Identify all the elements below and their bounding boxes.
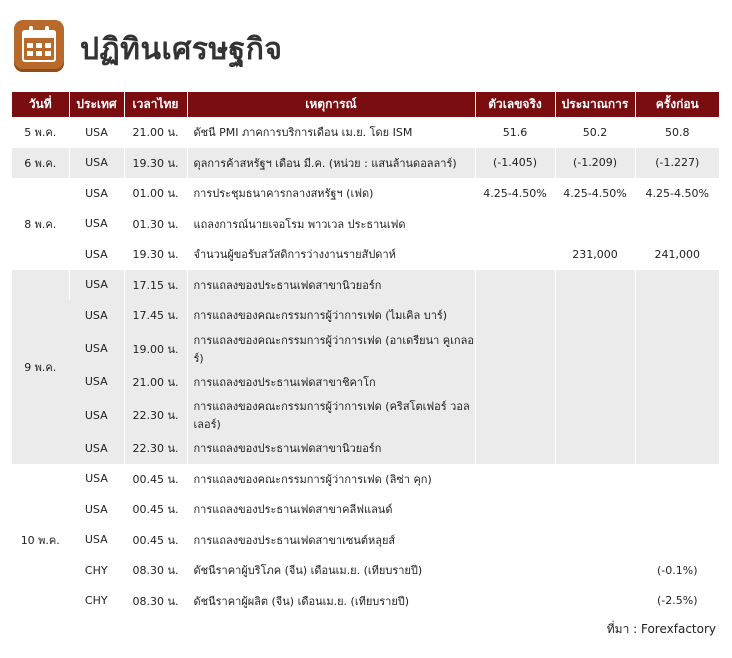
time-cell: 17.45 น.	[124, 300, 187, 331]
time-cell: 21.00 น.	[124, 117, 187, 148]
table-row	[12, 209, 719, 240]
table-row	[12, 331, 719, 367]
table-row	[12, 178, 719, 209]
table-body	[12, 117, 719, 616]
previous-cell	[635, 209, 719, 240]
time-cell: 21.00 น.	[124, 367, 187, 398]
event-cell: การประชุมธนาคารกลางสหรัฐฯ (เฟด)	[187, 178, 475, 209]
event-cell: การแถลงของประธานเฟดสาขานิวยอร์ก	[187, 433, 475, 464]
table-row	[12, 586, 719, 617]
event-cell: การแถลงของประธานเฟดสาขาคลีฟแลนด์	[187, 494, 475, 525]
forecast-cell	[555, 397, 635, 433]
country-cell: USA	[69, 148, 124, 179]
table-row	[12, 433, 719, 464]
event-cell: การแถลงของประธานเฟดสาขาชิคาโก	[187, 367, 475, 398]
actual-cell	[475, 555, 555, 586]
time-cell: 00.45 น.	[124, 494, 187, 525]
country-cell: USA	[69, 300, 124, 331]
column-header-time: เวลาไทย	[124, 92, 187, 117]
forecast-cell	[555, 433, 635, 464]
country-cell: USA	[69, 270, 124, 301]
date-cell: 10 พ.ค.	[12, 464, 69, 617]
actual-cell	[475, 494, 555, 525]
forecast-cell	[555, 586, 635, 617]
table-row	[12, 464, 719, 495]
actual-cell	[475, 464, 555, 495]
page-header	[14, 20, 714, 74]
previous-cell: (-2.5%)	[635, 586, 719, 617]
table-row	[12, 239, 719, 270]
time-cell: 17.15 น.	[124, 270, 187, 301]
forecast-cell: 50.2	[555, 117, 635, 148]
previous-cell: (-1.227)	[635, 148, 719, 179]
actual-cell: 4.25-4.50%	[475, 178, 555, 209]
actual-cell	[475, 331, 555, 367]
table-row	[12, 300, 719, 331]
actual-cell	[475, 239, 555, 270]
previous-cell: 50.8	[635, 117, 719, 148]
previous-cell	[635, 525, 719, 556]
country-cell: USA	[69, 178, 124, 209]
forecast-cell	[555, 300, 635, 331]
forecast-cell	[555, 464, 635, 495]
event-cell: จำนวนผู้ขอรับสวัสดิการว่างงานรายสัปดาห์	[187, 239, 475, 270]
time-cell: 22.30 น.	[124, 433, 187, 464]
time-cell: 22.30 น.	[124, 397, 187, 433]
country-cell: USA	[69, 209, 124, 240]
forecast-cell	[555, 209, 635, 240]
event-cell: ดัชนีราคาผู้ผลิต (จีน) เดือนเม.ย. (เทียบรายปี)	[187, 586, 475, 617]
previous-cell: 4.25-4.50%	[635, 178, 719, 209]
economic-calendar-table	[12, 92, 719, 616]
event-cell: การแถลงของคณะกรรมการผู้ว่าการเฟด (คริสโตเฟอร์ วอลเลอร์)	[187, 397, 475, 433]
forecast-cell: 4.25-4.50%	[555, 178, 635, 209]
forecast-cell	[555, 525, 635, 556]
table-row	[12, 397, 719, 433]
previous-cell: (-0.1%)	[635, 555, 719, 586]
time-cell: 08.30 น.	[124, 586, 187, 617]
forecast-cell	[555, 555, 635, 586]
table-row	[12, 270, 719, 301]
actual-cell: 51.6	[475, 117, 555, 148]
forecast-cell	[555, 367, 635, 398]
forecast-cell: 231,000	[555, 239, 635, 270]
country-cell: USA	[69, 331, 124, 367]
time-cell: 19.30 น.	[124, 239, 187, 270]
time-cell: 08.30 น.	[124, 555, 187, 586]
actual-cell	[475, 300, 555, 331]
date-cell: 9 พ.ค.	[12, 270, 69, 464]
country-cell: USA	[69, 397, 124, 433]
event-cell: การแถลงของคณะกรรมการผู้ว่าการเฟด (ไมเคิล บาร์)	[187, 300, 475, 331]
actual-cell: (-1.405)	[475, 148, 555, 179]
event-cell: การแถลงของประธานเฟดสาขาเซนต์หลุยส์	[187, 525, 475, 556]
country-cell: CHY	[69, 586, 124, 617]
table-header-row	[12, 92, 719, 117]
column-header-actual: ตัวเลขจริง	[475, 92, 555, 117]
column-header-country: ประเทศ	[69, 92, 124, 117]
forecast-cell	[555, 494, 635, 525]
country-cell: USA	[69, 464, 124, 495]
column-header-event: เหตุการณ์	[187, 92, 475, 117]
event-cell: ดัชนีราคาผู้บริโภค (จีน) เดือนเม.ย. (เทียบรายปี)	[187, 555, 475, 586]
country-cell: USA	[69, 433, 124, 464]
time-cell: 19.00 น.	[124, 331, 187, 367]
time-cell: 01.30 น.	[124, 209, 187, 240]
table-row	[12, 148, 719, 179]
page-title: ปฏิทินเศรษฐกิจ	[80, 32, 283, 67]
forecast-cell	[555, 331, 635, 367]
table-row	[12, 525, 719, 556]
actual-cell	[475, 586, 555, 617]
previous-cell	[635, 270, 719, 301]
previous-cell	[635, 300, 719, 331]
actual-cell	[475, 433, 555, 464]
actual-cell	[475, 209, 555, 240]
date-cell: 8 พ.ค.	[12, 178, 69, 270]
actual-cell	[475, 525, 555, 556]
column-header-date: วันที่	[12, 92, 69, 117]
country-cell: USA	[69, 525, 124, 556]
actual-cell	[475, 367, 555, 398]
event-cell: การแถลงของคณะกรรมการผู้ว่าการเฟด (ลิซ่า คุก)	[187, 464, 475, 495]
table-row	[12, 367, 719, 398]
column-header-previous: ครั้งก่อน	[635, 92, 719, 117]
table-row	[12, 494, 719, 525]
time-cell: 01.00 น.	[124, 178, 187, 209]
event-cell: ดุลการค้าสหรัฐฯ เดือน มี.ค. (หน่วย : แสนล้านดอลลาร์)	[187, 148, 475, 179]
country-cell: CHY	[69, 555, 124, 586]
previous-cell	[635, 494, 719, 525]
previous-cell	[635, 397, 719, 433]
table-row	[12, 555, 719, 586]
previous-cell	[635, 433, 719, 464]
date-cell: 5 พ.ค.	[12, 117, 69, 148]
country-cell: USA	[69, 117, 124, 148]
time-cell: 00.45 น.	[124, 464, 187, 495]
forecast-cell	[555, 270, 635, 301]
previous-cell	[635, 331, 719, 367]
country-cell: USA	[69, 494, 124, 525]
event-cell: การแถลงของประธานเฟดสาขานิวยอร์ก	[187, 270, 475, 301]
time-cell: 00.45 น.	[124, 525, 187, 556]
calendar-icon	[14, 20, 64, 72]
actual-cell	[475, 270, 555, 301]
previous-cell	[635, 367, 719, 398]
actual-cell	[475, 397, 555, 433]
previous-cell	[635, 464, 719, 495]
country-cell: USA	[69, 367, 124, 398]
previous-cell: 241,000	[635, 239, 719, 270]
table-row	[12, 117, 719, 148]
event-cell: แถลงการณ์นายเจอโรม พาวเวล ประธานเฟด	[187, 209, 475, 240]
event-cell: การแถลงของคณะกรรมการผู้ว่าการเฟด (อาเดรียนา คูเกลอร์)	[187, 331, 475, 367]
event-cell: ดัชนี PMI ภาคการบริการเดือน เม.ย. โดย ISM	[187, 117, 475, 148]
date-cell: 6 พ.ค.	[12, 148, 69, 179]
forecast-cell: (-1.209)	[555, 148, 635, 179]
column-header-forecast: ประมาณการ	[555, 92, 635, 117]
time-cell: 19.30 น.	[124, 148, 187, 179]
source-note: ที่มา : Forexfactory	[606, 622, 716, 636]
country-cell: USA	[69, 239, 124, 270]
